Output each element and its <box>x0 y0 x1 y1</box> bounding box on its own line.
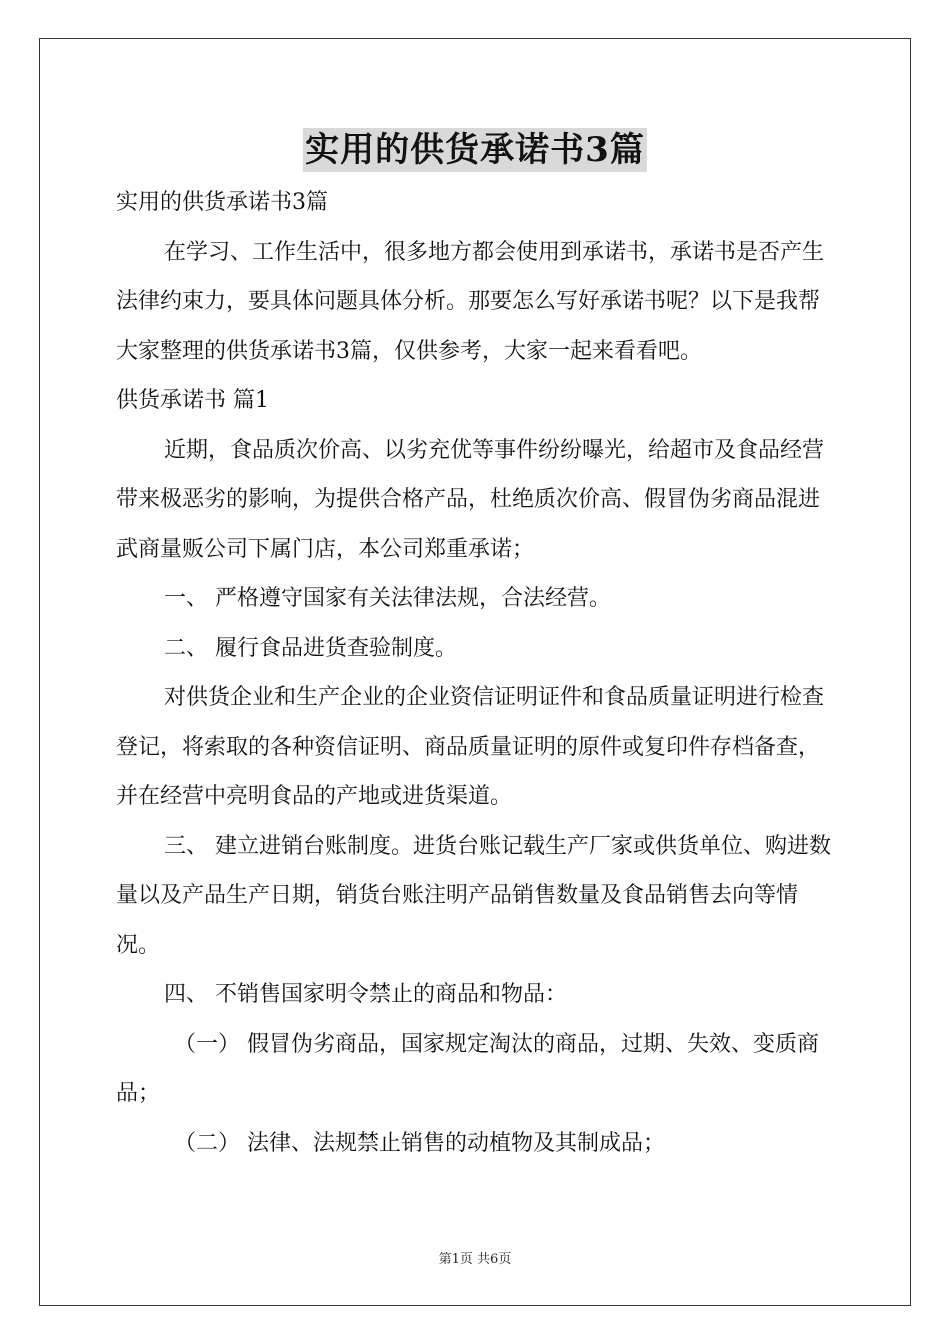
document-title-wrap <box>0 128 950 172</box>
body-paragraph: 对供货企业和生产企业的企业资信证明证件和食品质量证明进行检查登记，将索取的各种资信证明、商品质量证明的原件或复印件存档备查，并在经营中亮明食品的产地或进货渠道。 <box>116 685 825 809</box>
document-subtitle: 实用的供货承诺书3篇 <box>116 190 328 215</box>
section-heading: 供货承诺书 篇1 <box>116 388 269 413</box>
intro-paragraph: 在学习、工作生活中，很多地方都会使用到承诺书，承诺书是否产生法律约束力，要具体问题具体分析。那要怎么写好承诺书呢？以下是我帮大家整理的供货承诺书3篇，仅供参考，大家一起来看看吧。 <box>116 239 825 364</box>
clause-item: 三、 建立进销台账制度。进货台账记载生产厂家或供货单位、购进数量以及产品生产日期，销货台账注明产品销售数量及食品销售去向等情况。 <box>116 833 831 958</box>
sub-clause-item: （一） 假冒伪劣商品，国家规定淘汰的商品，过期、失效、变质商品； <box>116 1031 819 1106</box>
sub-clause-item: （二） 法律、法规禁止销售的动植物及其制成品； <box>174 1130 665 1156</box>
page-footer: 第1页 共6页 <box>438 1252 512 1267</box>
document-title: 实用的供货承诺书3篇 <box>305 130 645 170</box>
body-paragraph: 近期，食品质次价高、以劣充优等事件纷纷曝光，给超市及食品经营带来极恶劣的影响，为提供合格产品，杜绝质次价高、假冒伪劣商品混进武商量贩公司下属门店，本公司郑重承诺； <box>116 437 825 562</box>
document-body <box>116 178 840 1168</box>
clause-item: 一、 严格遵守国家有关法律法规，合法经营。 <box>164 586 611 611</box>
clause-item: 二、 履行食品进货查验制度。 <box>164 635 457 661</box>
clause-item: 四、 不销售国家明令禁止的商品和物品： <box>164 982 567 1007</box>
